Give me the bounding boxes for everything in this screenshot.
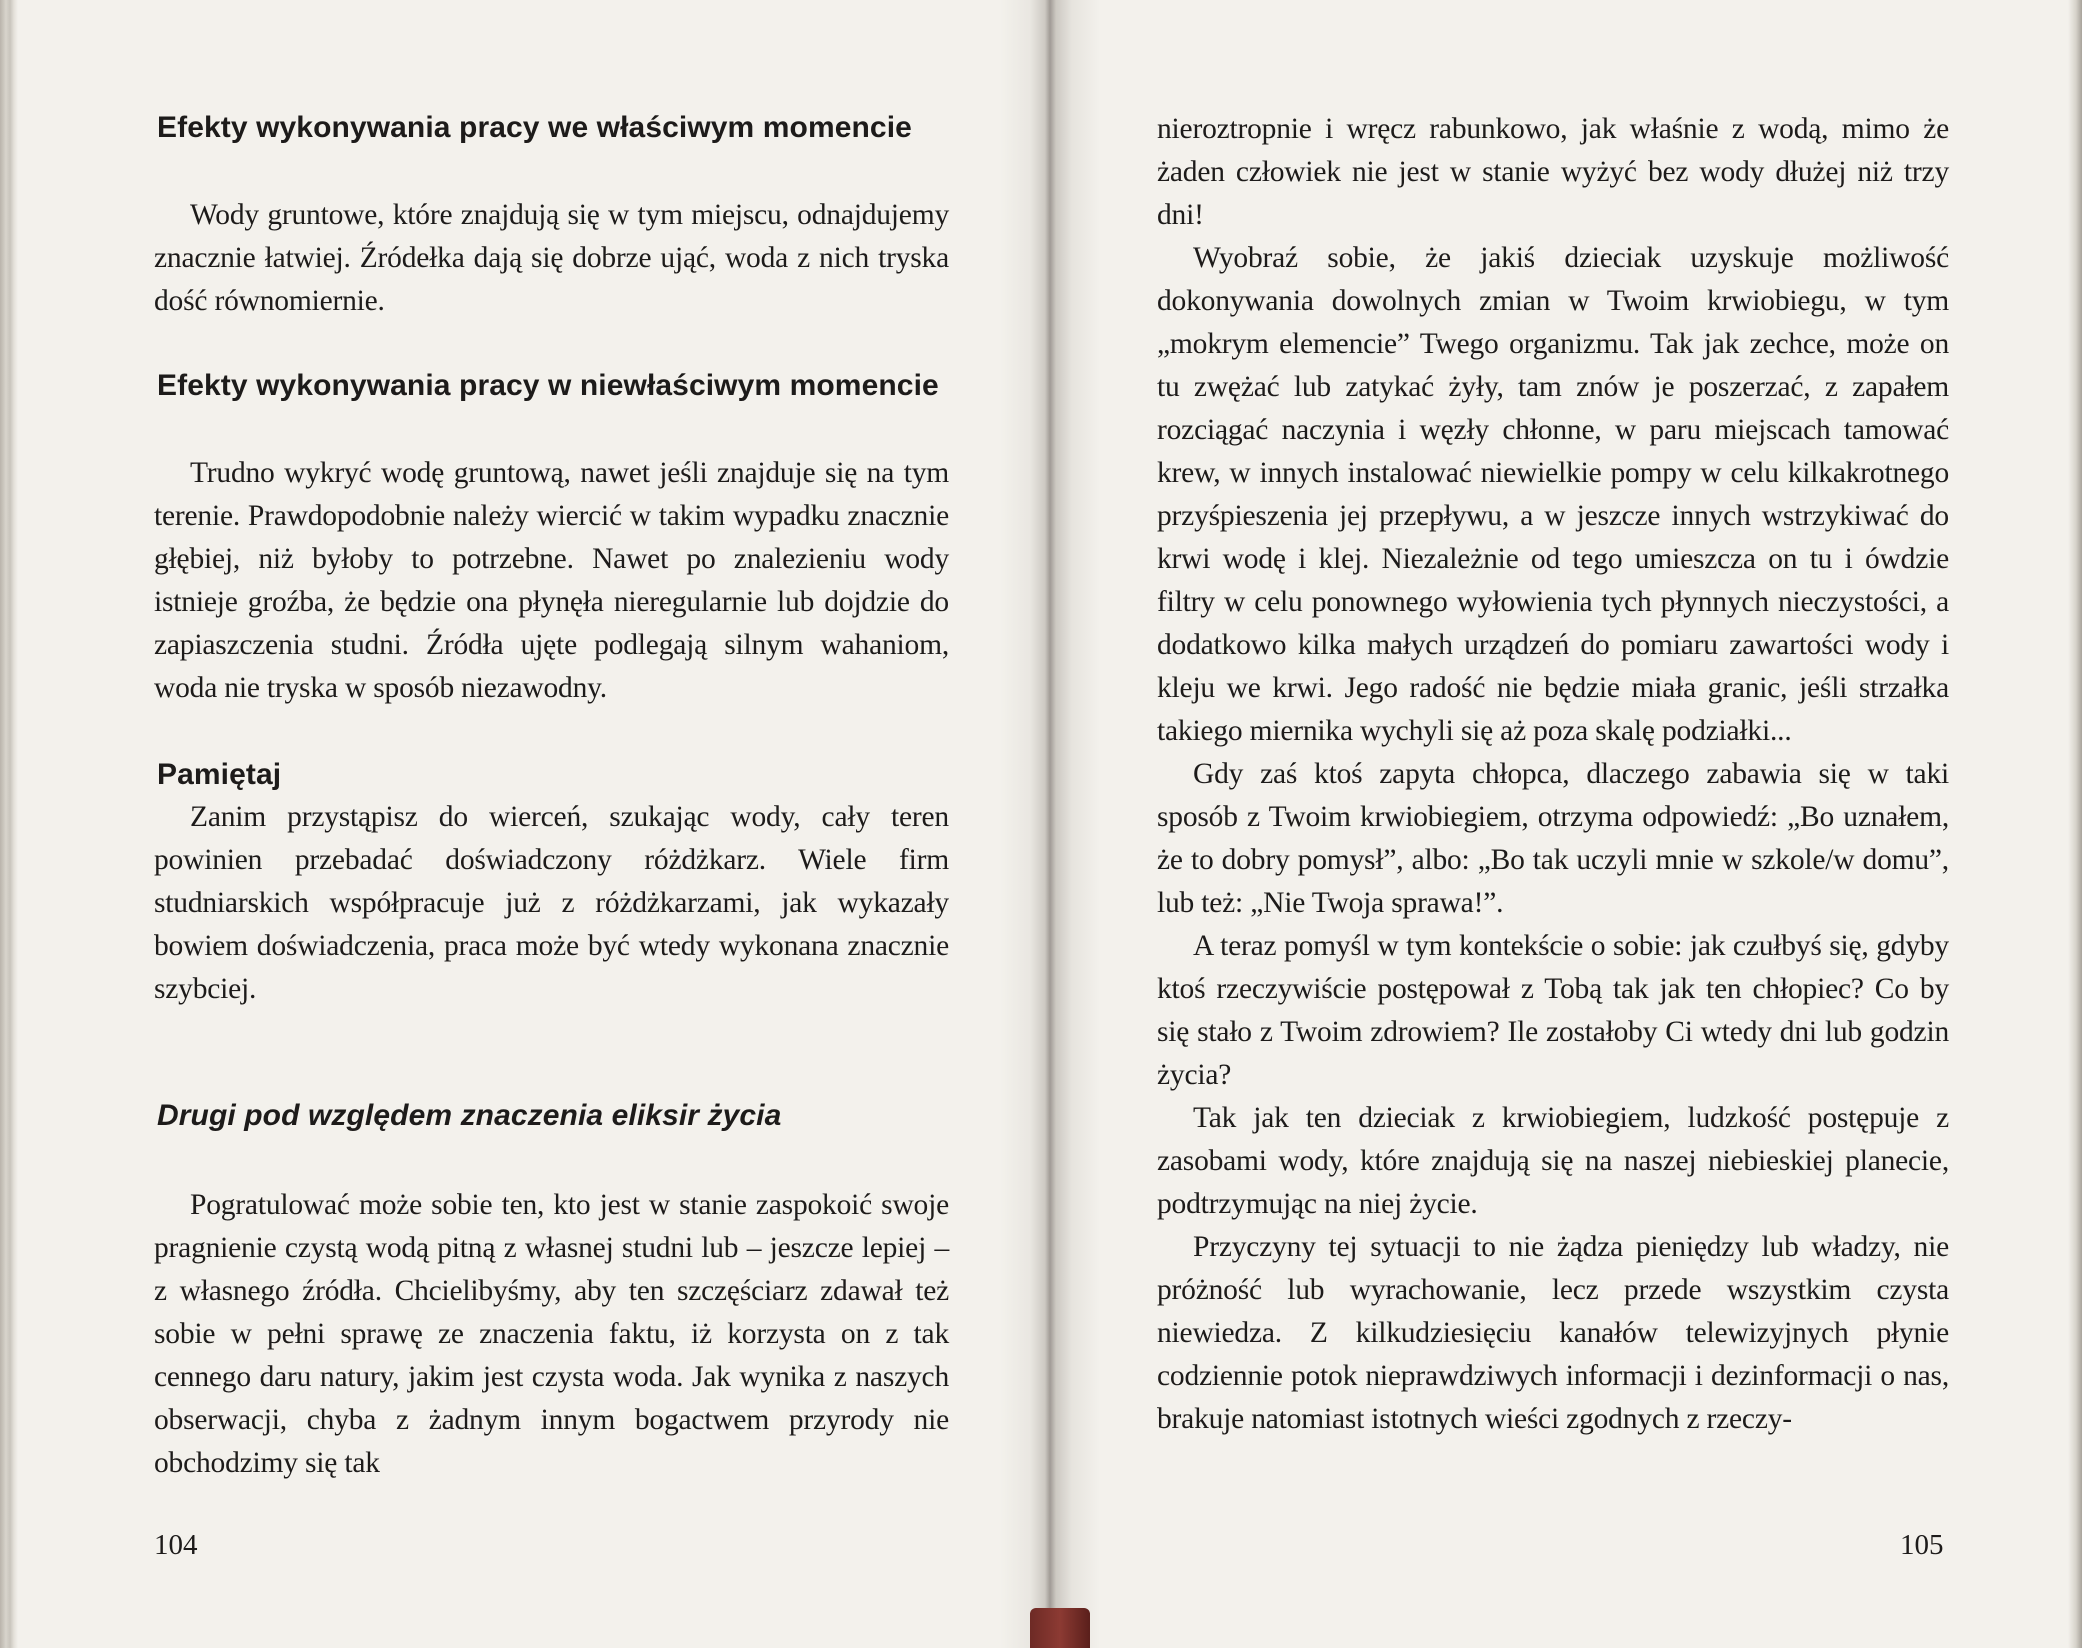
body-text-block	[154, 452, 949, 710]
page-number: 104	[154, 1529, 198, 1561]
left-page	[0, 0, 1040, 1648]
paragraph: Wody gruntowe, które znajdują się w tym miejscu, odnajdujemy znacznie łatwiej. Źródełka dają się dobrze ująć, woda z nich tryska dość równomiernie.	[154, 199, 949, 317]
paragraph: Wyobraź sobie, że jakiś dzieciak uzyskuje możliwość dokonywania dowolnych zmian w Twoim krwiobiegu, w tym „mokrym elemencie” Twego organizmu. Tak jak zechce, może on tu zwężać lub zatykać żyły, tam znów je poszerzać, z zapałem rozciągać naczynia i węzły chłonne, w paru miejscach tamować krew, w innych instalować niewielkie pompy w celu kilkakrotnego przyśpieszenia jej przepływu, a w jeszcze innych wstrzykiwać do krwi wodę i klej. Niezależnie od tego umieszcza on tu i ówdzie filtry w celu ponownego wyłowienia tych płynnych nieczystości, a dodatkowo kilka małych urządzeń do pomiaru zawartości wody i kleju we krwi. Jego radość nie będzie miała granic, jeśli strzałka takiego miernika wychyli się aż poza skalę podziałki...	[1157, 242, 1949, 747]
page-number: 105	[1900, 1529, 1944, 1561]
body-text-block	[154, 1184, 949, 1485]
paragraph: nieroztropnie i wręcz rabunkowo, jak właśnie z wodą, mimo że żaden człowiek nie jest w stanie wyżyć bez wody dłużej niż trzy dni!	[1157, 113, 1949, 231]
paragraph: Gdy zaś ktoś zapyta chłopca, dlaczego zabawia się w taki sposób z Twoim krwiobiegiem, otrzyma odpowiedź: „Bo uznałem, że to dobry pomysł”, albo: „Bo tak uczyli mnie w szkole/w domu”, lub też: „Nie Twoja sprawa!”.	[1157, 758, 1949, 919]
section-heading: Efekty wykonywania pracy we właściwym momencie	[157, 111, 912, 144]
paragraph: Pogratulować może sobie ten, kto jest w stanie zaspokoić swoje pragnienie czystą wodą pitną z własnej studni lub – jeszcze lepiej – z własnego źródła. Chcielibyśmy, aby ten szczęściarz zdawał też sobie w pełni sprawę ze znaczenia faktu, iż korzysta on z tak cennego daru natury, jakim jest czysta woda. Jak wynika z naszych obserwacji, chyba z żadnym innym bogactwem przyrody nie obchodzimy się tak	[154, 1189, 949, 1479]
body-text-block	[154, 194, 949, 323]
paragraph: A teraz pomyśl w tym kontekście o sobie: jak czułbyś się, gdyby ktoś rzeczywiście postępował z Tobą tak jak ten chłopiec? Co by się stało z Twoim zdrowiem? Ile zostałoby Ci wtedy dni lub godzin życia?	[1157, 930, 1949, 1091]
section-heading: Efekty wykonywania pracy w niewłaściwym momencie	[157, 369, 939, 402]
paragraph: Zanim przystąpisz do wierceń, szukając wody, cały teren powinien przebadać doświadczony różdżkarz. Wiele firm studniarskich współpracuje już z różdżkarzami, jak wykazały bowiem doświadczenia, praca może być wtedy wykonana znacznie szybciej.	[154, 801, 949, 1005]
paragraph: Przyczyny tej sytuacji to nie żądza pieniędzy lub władzy, nie próżność lub wyrachowanie, lecz przede wszystkim czysta niewiedza. Z kilkudziesięciu kanałów telewizyjnych płynie codziennie potok nieprawdziwych informacji i dezinformacji o nas, brakuje natomiast istotnych wieści zgodnych z rzeczy-	[1157, 1231, 1949, 1435]
body-text-block	[1157, 108, 1949, 1441]
paragraph: Tak jak ten dzieciak z krwiobiegiem, ludzkość postępuje z zasobami wody, które znajdują się na naszej niebieskiej planecie, podtrzymując na niej życie.	[1157, 1102, 1949, 1220]
section-heading: Pamiętaj	[157, 758, 282, 791]
paragraph: Trudno wykryć wodę gruntową, nawet jeśli znajduje się na tym terenie. Prawdopodobnie należy wiercić w takim wypadku znacznie głębiej, niż byłoby to potrzebne. Nawet po znalezieniu wody istnieje groźba, że będzie ona płynęła nieregularnie lub dojdzie do zapiaszczenia studni. Źródła ujęte podlegają silnym wahaniom, woda nie tryska w sposób niezawodny.	[154, 457, 949, 704]
chapter-heading: Drugi pod względem znaczenia eliksir życia	[157, 1099, 782, 1132]
body-text-block	[154, 796, 949, 1011]
right-page	[1040, 0, 2082, 1648]
